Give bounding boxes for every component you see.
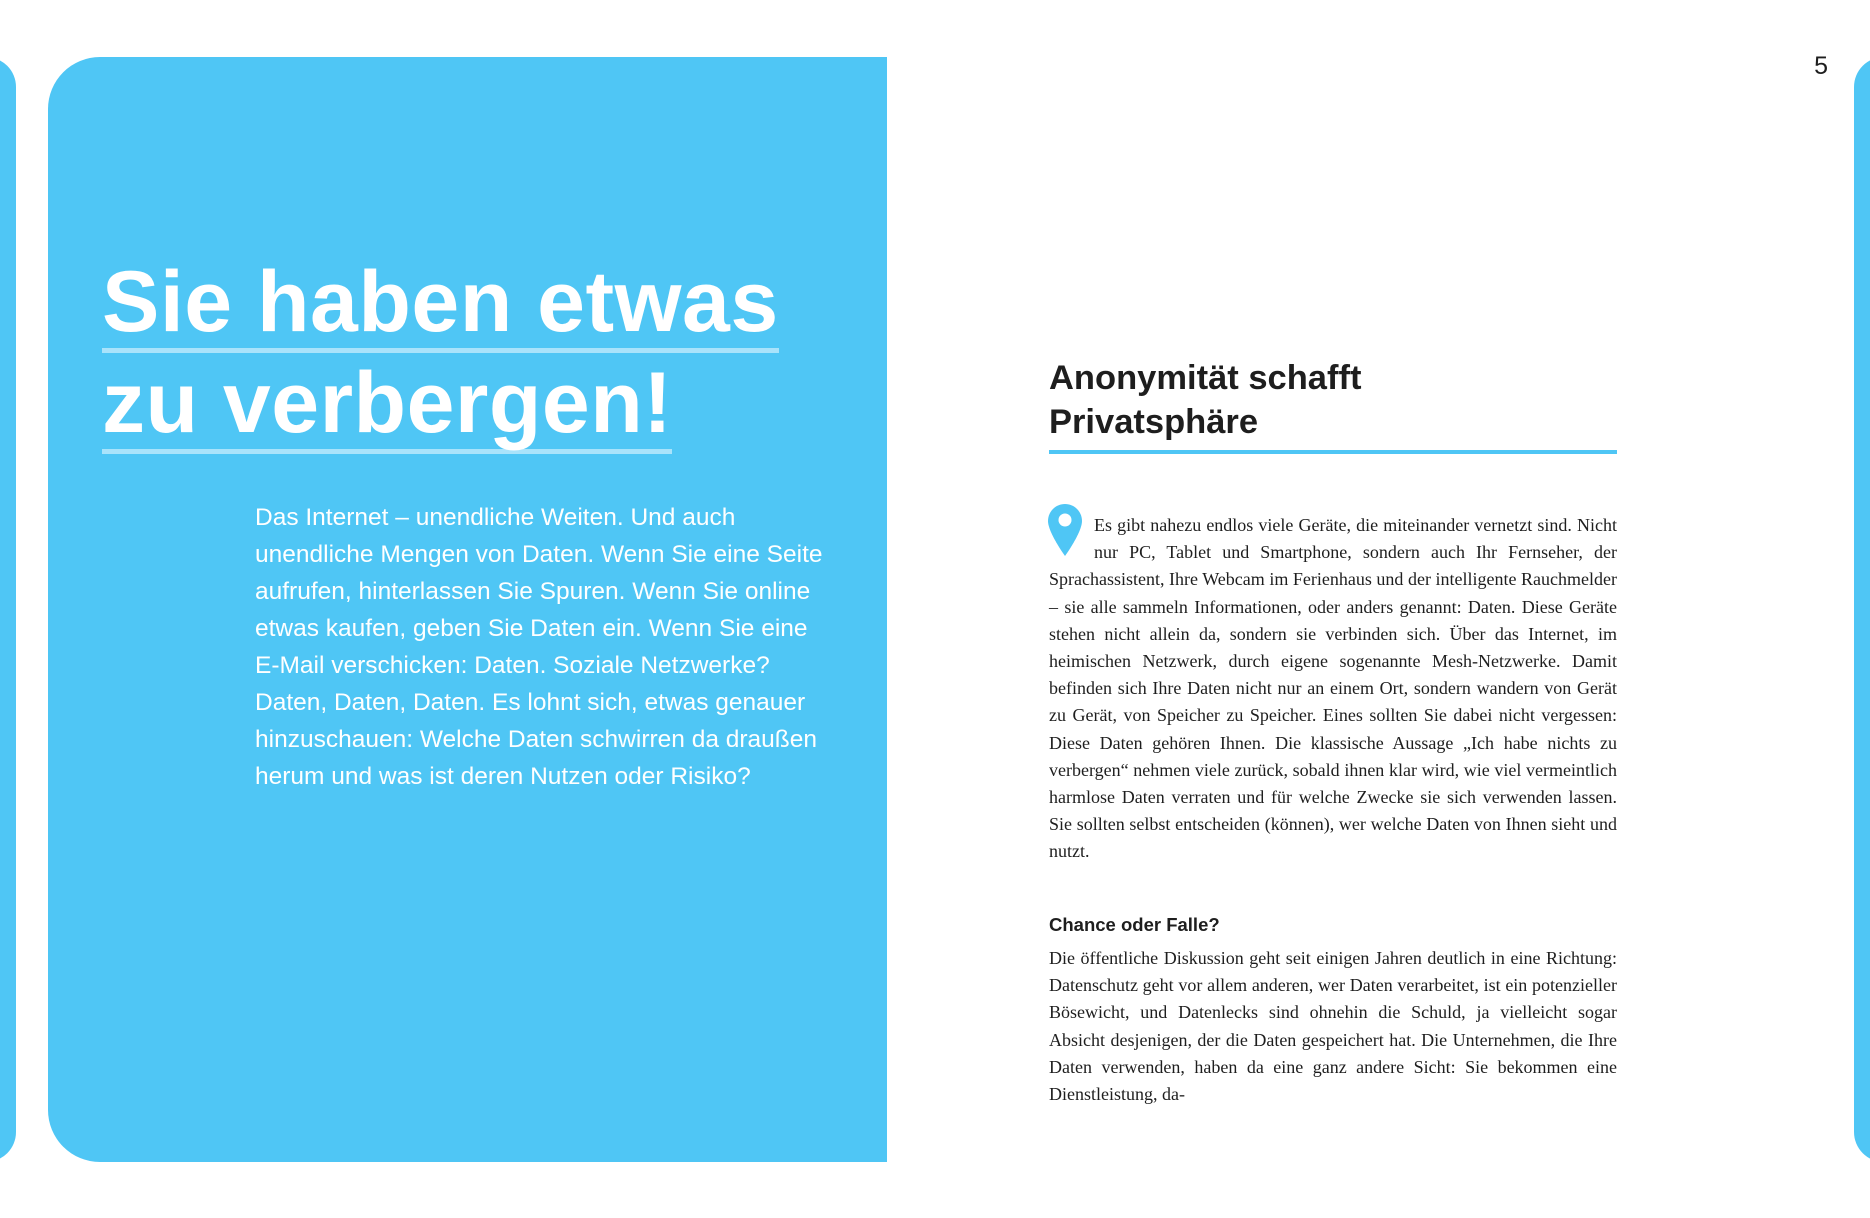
- intro-text: Das Internet – unendliche Weiten. Und auch unendliche Mengen von Daten. Wenn Sie eine Seite aufrufen, hinterlassen Sie Spuren. Wenn Sie online etwas kaufen, geben Sie Daten ein. Wenn Sie eine E-Mail verschicken: Daten. Soziale Netzwerke? Daten, Daten, Daten. Es lohnt sich, etwas genauer hinzuschauen: Welche Daten schwirren da draußen herum und was ist deren Nutzen oder Risiko?: [255, 504, 823, 790]
- section-title-line-1: Anonymität schafft: [1049, 359, 1362, 397]
- page-number: 5: [1814, 52, 1828, 80]
- section-title-line-2: Privatsphäre: [1049, 403, 1259, 441]
- chapter-title: [102, 252, 779, 454]
- section-title: [1049, 356, 1617, 454]
- next-page-edge: [1854, 57, 1870, 1162]
- subheading: Chance oder Falle?: [1049, 914, 1220, 935]
- previous-page-edge: [0, 57, 16, 1162]
- body-paragraph-1: Es gibt nahezu endlos viele Geräte, die miteinander vernetzt sind. Nicht nur PC, Tablet und Smartphone, sondern auch Ihr Fernseher, der Sprachassistent, Ihre Webcam im Ferienhaus und der intelligente Rauchmelder – sie alle sammeln Informationen, oder anders genannt: Daten. Diese Geräte stehen nicht allein da, sondern sie verbinden sich. Über das Internet, im heimischen Netzwerk, durch eigene sogenannte Mesh-Netzwerke. Damit befinden sich Ihre Daten nicht nur an einem Ort, sondern wandern von Gerät zu Gerät, von Speicher zu Speicher. Eines sollten Sie dabei nicht vergessen: Diese Daten gehören Ihnen. Die klassische Aussage „Ich habe nichts zu verbergen“ nehmen viele zurück, sobald ihnen klar wird, wie viel vermeintlich harmlose Daten verraten und für welche Zwecke sie sich verwenden lassen. Sie sollten selbst entscheiden (können), wer welche Daten von Ihnen sieht und nutzt.: [1049, 515, 1617, 862]
- chapter-title-line-2: zu verbergen!: [102, 357, 672, 454]
- body-paragraph-2: Die öffentliche Diskussion geht seit einigen Jahren deutlich in eine Richtung: Datenschutz geht vor allem anderen, wer Daten verarbeitet, ist ein potenzieller Bösewicht, und Datenlecks sind ohnehin die Schuld, ja vielleicht sogar Absicht desjenigen, der die Daten gespeichert hat. Die Unternehmen, die Ihre Daten verwenden, haben da eine ganz andere Sicht: Sie bekommen eine Dienstleistung, da-: [1049, 948, 1617, 1105]
- chapter-title-line-1: Sie haben etwas: [102, 256, 779, 353]
